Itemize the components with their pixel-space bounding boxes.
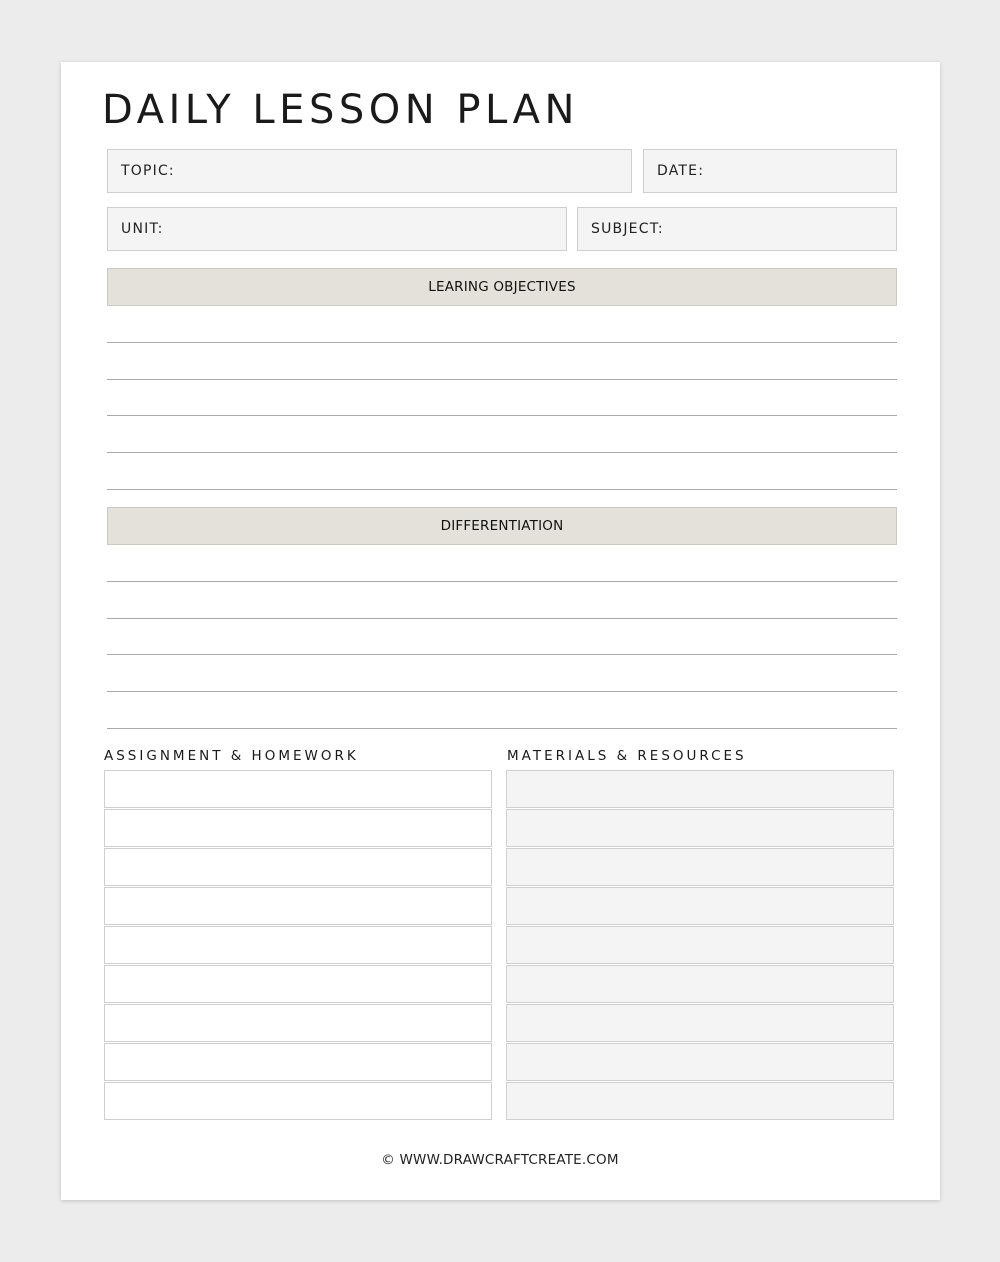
topic-field[interactable] <box>107 149 632 193</box>
assignment-box[interactable] <box>104 848 492 886</box>
page-title: DAILY LESSON PLAN <box>102 87 579 133</box>
objectives-line[interactable] <box>107 379 897 380</box>
differentiation-line[interactable] <box>107 654 897 655</box>
materials-box[interactable] <box>506 770 894 808</box>
topic-label: TOPIC: <box>121 163 175 179</box>
subject-field[interactable] <box>577 207 897 251</box>
date-label: DATE: <box>657 163 705 179</box>
objectives-line[interactable] <box>107 342 897 343</box>
differentiation-line[interactable] <box>107 581 897 582</box>
materials-box[interactable] <box>506 926 894 964</box>
objectives-line[interactable] <box>107 452 897 453</box>
objectives-line[interactable] <box>107 489 897 490</box>
materials-box[interactable] <box>506 848 894 886</box>
assignment-box[interactable] <box>104 1043 492 1081</box>
objectives-line[interactable] <box>107 415 897 416</box>
differentiation-line[interactable] <box>107 618 897 619</box>
assignment-box[interactable] <box>104 1004 492 1042</box>
unit-label: UNIT: <box>121 221 164 237</box>
assignment-box[interactable] <box>104 965 492 1003</box>
differentiation-header: DIFFERENTIATION <box>107 507 897 545</box>
date-field[interactable] <box>643 149 897 193</box>
differentiation-line[interactable] <box>107 728 897 729</box>
footer-copyright: © WWW.DRAWCRAFTCREATE.COM <box>381 1152 619 1168</box>
materials-title: MATERIALS & RESOURCES <box>507 748 747 764</box>
assignment-box[interactable] <box>104 809 492 847</box>
assignment-box[interactable] <box>104 770 492 808</box>
assignment-title: ASSIGNMENT & HOMEWORK <box>104 748 359 764</box>
unit-field[interactable] <box>107 207 567 251</box>
materials-box[interactable] <box>506 809 894 847</box>
materials-box[interactable] <box>506 887 894 925</box>
materials-box[interactable] <box>506 1043 894 1081</box>
differentiation-line[interactable] <box>107 691 897 692</box>
materials-box[interactable] <box>506 1082 894 1120</box>
objectives-header: LEARING OBJECTIVES <box>107 268 897 306</box>
materials-box[interactable] <box>506 965 894 1003</box>
assignment-box[interactable] <box>104 887 492 925</box>
assignment-box[interactable] <box>104 1082 492 1120</box>
subject-label: SUBJECT: <box>591 221 664 237</box>
assignment-box[interactable] <box>104 926 492 964</box>
materials-box[interactable] <box>506 1004 894 1042</box>
